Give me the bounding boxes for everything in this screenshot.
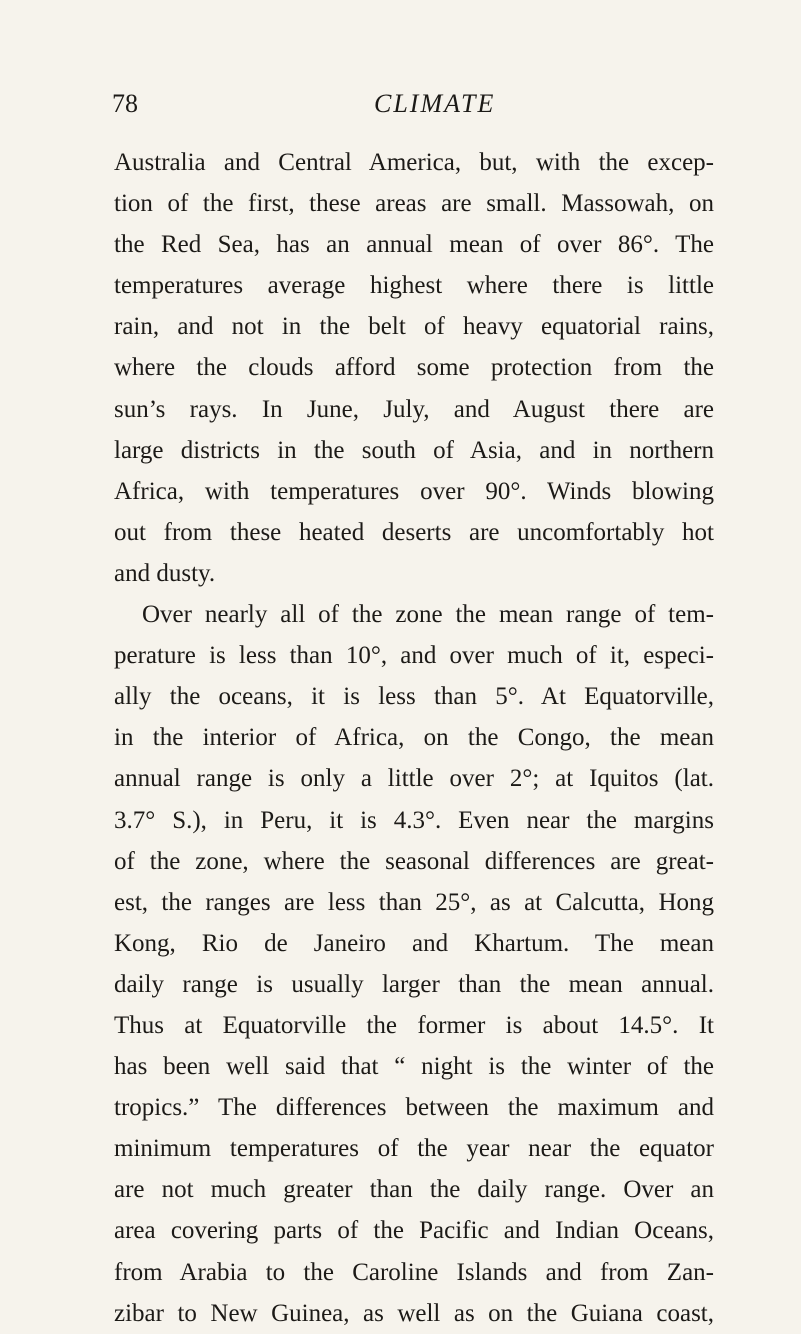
text-line: annual range is only a little over 2°; at Iquitos (lat.: [114, 765, 714, 793]
text-line: ally the oceans, it is less than 5°. At Equatorville,: [114, 683, 714, 711]
text-line: out from these heated deserts are uncomfortably hot: [114, 518, 714, 546]
running-head: CLIMATE: [374, 89, 496, 118]
page-header: [112, 88, 712, 128]
text-line: zibar to New Guinea, as well as on the Guiana coast,: [114, 1299, 714, 1327]
text-line: Kong, Rio de Janeiro and Khartum. The mean: [114, 929, 714, 957]
text-line: rain, and not in the belt of heavy equatorial rains,: [114, 313, 714, 341]
text-line: Australia and Central America, but, with the excep-: [114, 149, 714, 176]
text-line: tion of the first, these areas are small. Massowah, on: [114, 190, 714, 218]
text-line: 3.7° S.), in Peru, it is 4.3°. Even near the margins: [114, 806, 714, 834]
text-line: has been well said that “ night is the winter of the: [114, 1053, 714, 1081]
text-line: from Arabia to the Caroline Islands and from Zan-: [114, 1258, 714, 1286]
body-text: [114, 142, 714, 1334]
text-line: large districts in the south of Asia, and in northern: [114, 436, 714, 464]
text-line: of the zone, where the seasonal differences are great-: [114, 847, 714, 875]
text-line: perature is less than 10°, and over much of it, especi-: [114, 642, 714, 670]
text-line: Africa, with temperatures over 90°. Winds blowing: [114, 477, 714, 505]
text-line: where the clouds afford some protection from the: [114, 354, 714, 382]
text-line: area covering parts of the Pacific and Indian Oceans,: [114, 1217, 714, 1245]
text-line: daily range is usually larger than the mean annual.: [114, 970, 714, 998]
text-line: sun’s rays. In June, July, and August there are: [114, 395, 714, 423]
text-line: tropics.” The differences between the maximum and: [114, 1094, 714, 1122]
text-line: Thus at Equatorville the former is about 14.5°. It: [114, 1011, 714, 1039]
paragraph-start-line: Over nearly all of the zone the mean range of tem-: [142, 601, 714, 629]
page-number: 78: [112, 89, 138, 118]
text-line: est, the ranges are less than 25°, as at Calcutta, Hong: [114, 888, 714, 916]
text-line: temperatures average highest where there is little: [114, 272, 714, 300]
text-line: are not much greater than the daily range. Over an: [114, 1176, 714, 1204]
text-line: in the interior of Africa, on the Congo, the mean: [114, 724, 714, 752]
text-line: minimum temperatures of the year near the equator: [114, 1135, 714, 1163]
paragraph-end-line: and dusty.: [114, 559, 216, 587]
text-line: the Red Sea, has an annual mean of over 86°. The: [114, 231, 714, 259]
